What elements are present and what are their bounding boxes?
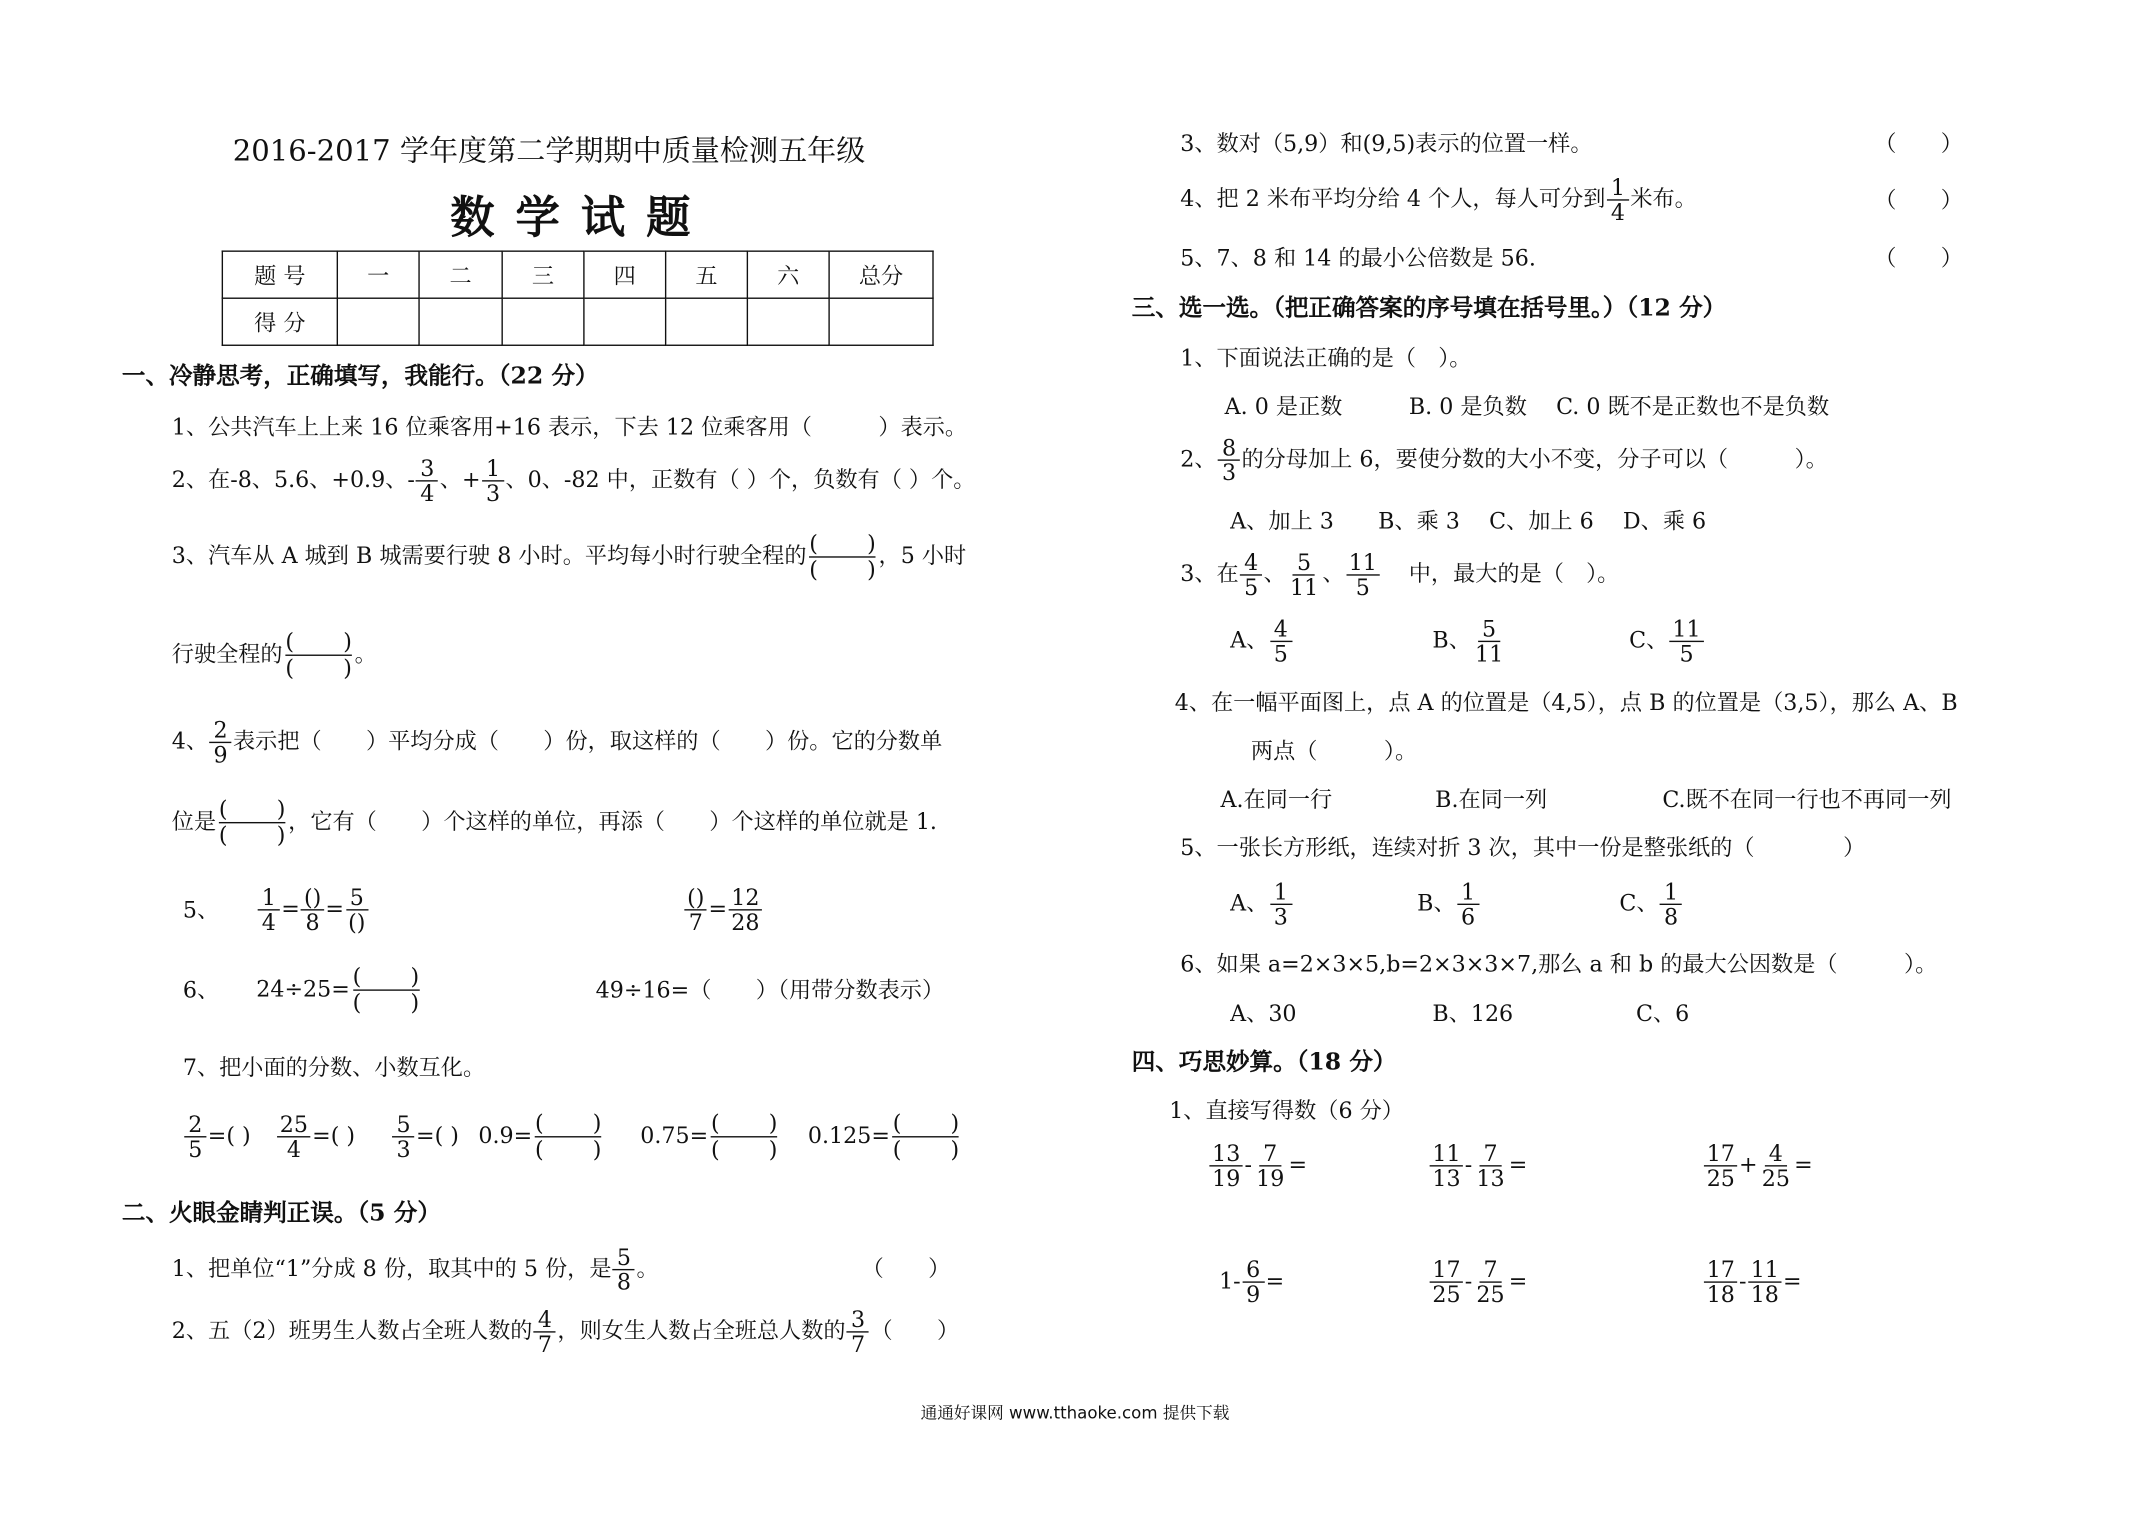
score-cell: 五 [666,251,748,298]
s1-question-7-label: 7、把小面的分数、小数互化。 [182,1054,486,1081]
score-input-cell[interactable] [829,298,933,345]
score-cell: 一 [337,251,419,298]
fraction: $\frac{3}{4}$ [416,457,438,505]
s3-question-3: 3、在 $\frac{4}{5}$ 、 $\frac{5}{11}$ 、 $\frac{11}{5}$ 中，最大的是（ ）。 [1180,549,1620,601]
s1-question-3-line-2 [172,630,377,681]
calc-item: $\frac{17}{18}$ - $\frac{11}{18}$ = [1703,1258,1802,1306]
q2-text-a: 2、在-8、5.6、+0.9、- [171,466,415,493]
q3-text-c: 行驶全程的 [171,640,283,667]
exam-title: 数 学 试 题 [450,190,694,244]
s2-question-5: 5、7、8 和 14 的最小公倍数是 56. [1180,244,1536,272]
fraction: $\frac{2}{5}$ [184,1113,206,1161]
blank-fraction[interactable]: ( ) ( ) [285,628,352,681]
s3-q3-option-a: A、 $\frac{4}{5}$ [1230,617,1293,665]
q4-text-a: 表示把（ ）平均分成（ ）份，取这样的（ ）份。它的分数单 [232,727,943,755]
blank-fraction[interactable]: ( ) ( ) [892,1109,960,1163]
s1-question-6-part-a: 24÷25= ( ) ( ) [256,963,420,1016]
fraction: $\frac{1}{4}$ [1607,176,1629,224]
s3-q1-options: A. 0 是正数 B. 0 是负数 C. 0 既不是正数也不是负数 [1224,392,1830,420]
fraction: $\frac{4}{5}$ [1240,551,1262,599]
section-3-heading: 三、选一选。（把正确答案的序号填在括号里。）（12 分） [1131,294,1727,323]
s2-q1-answer-paren[interactable]: （ ） [861,1255,951,1282]
score-table-header-row [222,251,933,298]
s3-q4-option-c: C.既不在同一行也不再同一列 [1662,785,1952,813]
s1-question-4-line-1 [171,716,943,769]
score-cell: 三 [502,251,584,298]
q3-text-a: 3、汽车从 A 城到 B 城需要行驶 8 小时。平均每小时行驶全程的 [171,542,807,569]
fraction: $\frac{1}{4}$ [258,886,280,934]
score-cell: 六 [747,251,829,298]
q3-text-b: ，5 小时 [878,542,967,569]
s4-subheading-1: 1、直接写得数（6 分） [1169,1097,1404,1124]
fraction: () 7 [684,886,707,934]
calc-item: 1- $\frac{6}{9}$ = [1219,1256,1285,1308]
page-footer: 通通好课网 www.tthaoke.com 提供下载 [920,1403,1230,1423]
fraction: $\frac{3}{7}$ [847,1308,869,1356]
s3-q2-options: A、加上 3 B、乘 3 C、加上 6 D、乘 6 [1230,507,1707,535]
s3-q5-option-c: C、 $\frac{1}{8}$ [1619,880,1683,928]
score-input-cell[interactable] [419,298,502,345]
q3-text-d: 。 [354,640,377,667]
s3-q3-option-c: C、 $\frac{11}{5}$ [1629,617,1705,665]
fraction: $\frac{11}{5}$ [1670,617,1704,665]
fraction: $\frac{25}{4}$ [277,1113,311,1161]
blank-fraction[interactable]: ( ) ( ) [352,963,420,1016]
blank-fraction[interactable]: ( ) ( ) [534,1109,602,1163]
s1-question-6-label: 6、 [182,976,220,1004]
s3-q6-option-a: A、30 [1230,1000,1297,1027]
q2-text-b: 、+ [439,466,481,493]
s2-question-3: 3、数对（5,9）和(9,5)表示的位置一样。 [1180,130,1593,157]
s3-question-6: 6、如果 a=2×3×5,b=2×3×3×7,那么 a 和 b 的最大公因数是（ ）。 [1180,950,1938,977]
section-4-heading: 四、巧思妙算。（18 分） [1131,1048,1397,1077]
s3-q6-option-b: B、126 [1432,1000,1514,1027]
score-cell: 四 [584,251,666,298]
s1-question-5-eq-1: $\frac{1}{4}$ = () 8 = 5 () [256,886,369,934]
s1-question-6-part-b: 49÷16=（ ）（用带分数表示） [595,976,945,1004]
s2-question-1: 1、把单位“1”分成 8 份，取其中的 5 份，是 $\frac{5}{8}$ 。 [171,1244,659,1296]
s3-q4-option-b: B.在同一列 [1435,785,1548,813]
fraction: $\frac{11}{5}$ [1346,551,1380,599]
s2-q5-answer-paren[interactable]: （ ） [1874,244,1963,272]
s3-question-4-line-2: 两点（ ）。 [1250,737,1418,764]
fraction: $\frac{4}{5}$ [1270,617,1292,665]
blank-fraction[interactable]: ( ) ( ) [218,795,286,849]
fraction: $\frac{1}{3}$ [482,457,504,505]
s2-question-2: 2、五（2）班男生人数占全班人数的 $\frac{4}{7}$ ，则女生人数占全班总人数的 $\frac{3}{7}$ （ ） [171,1306,960,1358]
blank-fraction[interactable]: ( ) ( ) [710,1109,778,1163]
s3-question-2: 2、 $\frac{8}{3}$ 的分母加上 6，要使分数的大小不变，分子可以（ ）。 [1180,434,1828,486]
fraction: $\frac{4}{7}$ [534,1308,556,1356]
s1-question-2 [172,457,976,505]
s3-question-1: 1、下面说法正确的是（ ）。 [1180,344,1472,371]
score-input-cell[interactable] [747,298,829,345]
s3-q5-option-a: A、 $\frac{1}{3}$ [1230,880,1293,928]
calc-item: $\frac{17}{25}$ + $\frac{4}{25}$ = [1703,1142,1813,1190]
calc-item: $\frac{13}{19}$ - $\frac{7}{19}$ = [1208,1142,1307,1190]
fraction: $\frac{1}{8}$ [1660,880,1682,928]
fraction: $\frac{8}{3}$ [1218,436,1240,484]
fraction: $\frac{5}{3}$ [392,1113,414,1161]
section-2-heading: 二、火眼金睛判正误。（5 分） [121,1199,441,1228]
q2-text-c: 、0、-82 中，正数有（ ）个，负数有（ ）个。 [505,466,976,493]
s1-question-3-line-1 [172,531,966,582]
fraction: $\frac{1}{6}$ [1457,880,1479,928]
score-input-cell[interactable] [666,298,748,345]
s3-question-4-line-1: 4、在一幅平面图上，点 A 的位置是（4,5），点 B 的位置是（3,5），那么 A、B [1174,689,1958,716]
fraction: () 8 [301,886,324,934]
s2-q3-answer-paren[interactable]: （ ） [1874,130,1963,157]
s3-q5-option-b: B、 $\frac{1}{6}$ [1417,880,1480,928]
score-input-cell[interactable] [502,298,584,345]
calc-item: $\frac{11}{13}$ - $\frac{7}{13}$ = [1428,1142,1527,1190]
fraction: 5 () [345,886,368,934]
s1-question-1: 1、公共汽车上上来 16 位乘客用+16 表示，下去 12 位乘客用（ ）表示。 [171,413,968,441]
fraction: $\frac{5}{11}$ [1289,549,1319,601]
s1-question-5-eq-2: () 7 = $\frac{12}{28}$ [683,886,764,934]
q4-text-c: ，它有（ ）个这样的单位，再添（ ）个这样的单位就是 1. [288,808,937,835]
score-input-cell[interactable] [337,298,419,345]
s2-question-4: 4、把 2 米布平均分给 4 个人，每人可分到 $\frac{1}{4}$ 米布。 [1180,174,1697,226]
s3-question-5: 5、一张长方形纸，连续对折 3 次，其中一份是整张纸的（ ） [1180,834,1866,861]
fraction: $\frac{5}{11}$ [1475,615,1504,667]
score-cell: 二 [419,251,502,298]
s1-question-5-label: 5、 [182,896,220,923]
fraction: $\frac{2}{9}$ [209,718,231,766]
q4-number: 4、 [171,727,209,755]
fraction: $\frac{1}{3}$ [1270,880,1292,928]
s3-q3-option-b: B、 $\frac{5}{11}$ [1432,617,1507,665]
score-table [222,250,934,345]
exam-subtitle: 2016-2017 学年度第二学期期中质量检测五年级 [232,134,866,168]
s3-q6-option-c: C、6 [1636,1000,1690,1027]
fraction: $\frac{5}{8}$ [613,1245,635,1293]
calc-item: $\frac{17}{25}$ - $\frac{7}{25}$ = [1428,1258,1527,1306]
score-cell: 总分 [829,251,933,298]
score-label-cell: 得 分 [222,298,337,345]
q4-text-b: 位是 [171,808,217,835]
score-table-score-row [222,298,933,345]
s2-q2-answer-paren[interactable]: （ ） [870,1317,960,1344]
s1-question-7-items: $\frac{2}{5}$ =( ) $\frac{25}{4}$ =( ) $\frac{5}{3}$ =( ) 0.9= ( ) ( ) 0.75= ( ) ( ) 0.125= ( ) ( ) [183,1111,962,1162]
fraction: $\frac{12}{28}$ [729,886,763,934]
blank-fraction[interactable]: ( ) ( ) [809,529,876,583]
section-1-heading: 一、冷静思考，正确填写，我能行。（22 分） [121,362,599,391]
s1-question-4-line-2 [172,797,937,848]
s2-q4-answer-paren[interactable]: （ ） [1874,186,1963,214]
s3-q4-option-a: A.在同一行 [1220,785,1333,813]
score-cell: 题 号 [222,251,337,298]
score-input-cell[interactable] [584,298,666,345]
